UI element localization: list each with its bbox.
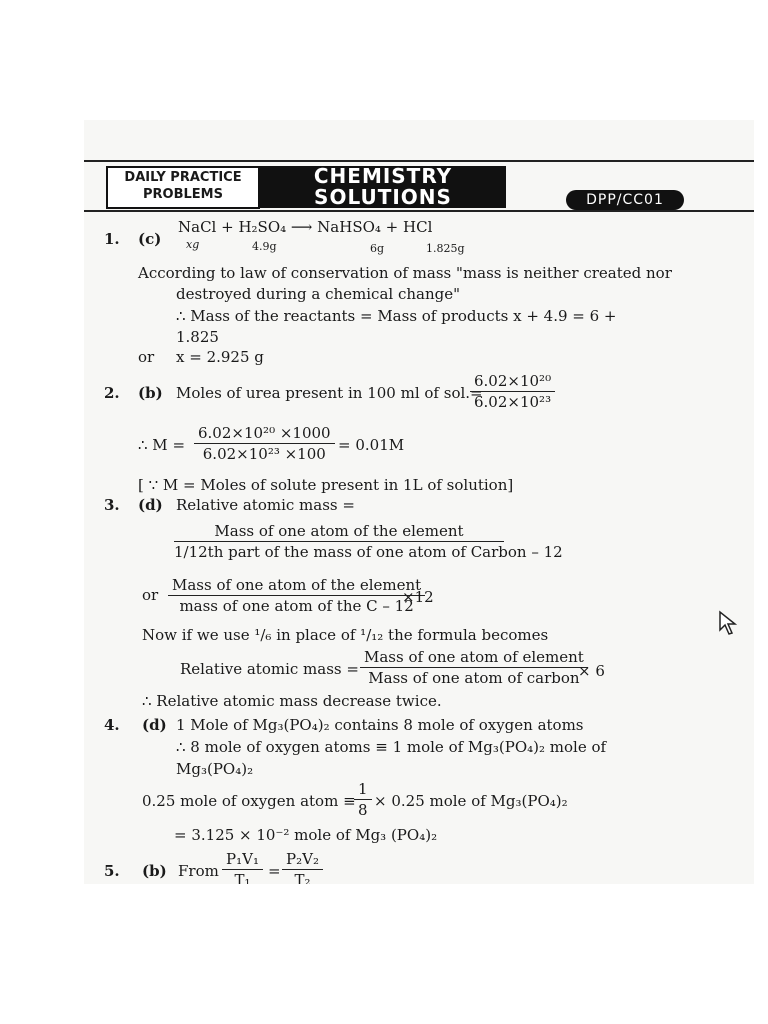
q5-equals: = <box>268 862 281 880</box>
q1-line-1: According to law of conservation of mass "mass is neither created nor <box>138 264 672 282</box>
q1-or: or <box>138 348 155 366</box>
q2-m-den: 6.02×10²³ ×100 <box>202 445 326 463</box>
q2-text: Moles of urea present in 100 ml of sol.= <box>176 384 483 402</box>
box-line-2: PROBLEMS <box>143 187 223 202</box>
q2-m-prefix: ∴ M = <box>138 436 186 454</box>
q4-line-2: ∴ 8 mole of oxygen atoms ≡ 1 mole of Mg₃(PO₄)₂ mole of <box>176 738 607 756</box>
daily-practice-box <box>106 166 260 209</box>
q1-line-3: ∴ Mass of the reactants = Mass of products x + 4.9 = 6 + <box>176 307 617 325</box>
title-line-1: CHEMISTRY <box>313 164 453 188</box>
q3-frac2-den: mass of one atom of the C – 12 <box>179 597 414 615</box>
q2-option: (b) <box>138 384 163 402</box>
q3-fraction-3 <box>360 648 588 687</box>
q3-frac3-mult: × 6 <box>578 662 605 680</box>
q5-rhs-den: T₂ <box>294 871 311 884</box>
q3-now-line: Now if we use ¹/₆ in place of ¹/₁₂ the formula becomes <box>142 626 549 644</box>
cut-off-text-strip <box>84 128 484 138</box>
q5-lhs-num: P₁V₁ <box>222 850 263 870</box>
q3-option: (d) <box>138 496 163 514</box>
q3-frac2-num: Mass of one atom of the element <box>168 576 425 596</box>
q5-text: From <box>178 862 219 880</box>
q4-line-4-post: × 0.25 mole of Mg₃(PO₄)₂ <box>374 792 568 810</box>
q1-mass-hcl: 1.825g <box>426 242 465 255</box>
q4-number: 4. <box>104 716 120 734</box>
q3-number: 3. <box>104 496 120 514</box>
q3-frac3-den: Mass of one atom of carbon <box>368 669 580 687</box>
q4-line-1: 1 Mole of Mg₃(PO₄)₂ contains 8 mole of oxygen atoms <box>176 716 584 734</box>
q3-fraction-2 <box>168 576 425 615</box>
mouse-pointer-icon <box>718 610 740 636</box>
q1-line-2: destroyed during a chemical change" <box>176 285 461 303</box>
q4-frac-num: 1 <box>354 780 372 800</box>
q5-rhs-fraction <box>282 850 323 884</box>
q3-ram-label: Relative atomic mass = <box>180 660 359 678</box>
q3-fraction-1 <box>174 522 563 561</box>
q2-note: [ ∵ M = Moles of solute present in 1L of solution] <box>138 476 514 494</box>
q2-m-result: = 0.01M <box>338 436 405 454</box>
q1-mass-h2so4: 4.9g <box>252 240 277 253</box>
q5-option: (b) <box>142 862 167 880</box>
q1-equation: NaCl + H₂SO₄ ⟶ NaHSO₄ + HCl <box>178 218 433 236</box>
header-rule <box>84 210 754 212</box>
q5-number: 5. <box>104 862 120 880</box>
q3-text: Relative atomic mass = <box>176 496 355 514</box>
top-rule <box>84 160 754 162</box>
title-line-2: SOLUTIONS <box>314 185 452 209</box>
q3-frac2-mult: ×12 <box>402 588 434 606</box>
q2-fraction <box>470 372 555 411</box>
q3-frac3-num: Mass of one atom of element <box>360 648 588 668</box>
q2-number: 2. <box>104 384 120 402</box>
q1-line-5: x = 2.925 g <box>176 348 264 366</box>
q1-option: (c) <box>138 230 162 248</box>
q3-frac1-num: Mass of one atom of the element <box>174 522 504 542</box>
box-line-1: DAILY PRACTICE <box>124 170 242 185</box>
q4-line-5: = 3.125 × 10⁻² mole of Mg₃ (PO₄)₂ <box>174 826 438 844</box>
q4-frac-den: 8 <box>358 801 368 819</box>
q3-conclusion: ∴ Relative atomic mass decrease twice. <box>142 692 442 710</box>
document-page <box>84 120 754 884</box>
q1-line-4: 1.825 <box>176 328 219 346</box>
q1-mass-nahso4: 6g <box>370 242 385 255</box>
title-band <box>260 166 506 208</box>
dpp-code-badge: DPP/CC01 <box>566 190 684 210</box>
q2-m-fraction <box>194 424 335 463</box>
q1-number: 1. <box>104 230 120 248</box>
q2-fraction-num: 6.02×10²⁰ <box>470 372 555 392</box>
q4-option: (d) <box>142 716 167 734</box>
q5-rhs-num: P₂V₂ <box>282 850 323 870</box>
q5-lhs-den: T₁ <box>234 871 251 884</box>
q2-fraction-den: 6.02×10²³ <box>474 393 552 411</box>
q5-lhs-fraction <box>222 850 263 884</box>
q4-fraction <box>354 780 372 819</box>
q3-frac1-den: 1/12th part of the mass of one atom of Carbon – 12 <box>174 543 563 561</box>
q4-line-3: Mg₃(PO₄)₂ <box>176 760 254 778</box>
q2-m-num: 6.02×10²⁰ ×1000 <box>194 424 335 444</box>
q3-or: or <box>142 586 159 604</box>
q4-line-4-pre: 0.25 mole of oxygen atom ≡ <box>142 792 356 810</box>
q1-mass-x: xg <box>186 238 200 251</box>
